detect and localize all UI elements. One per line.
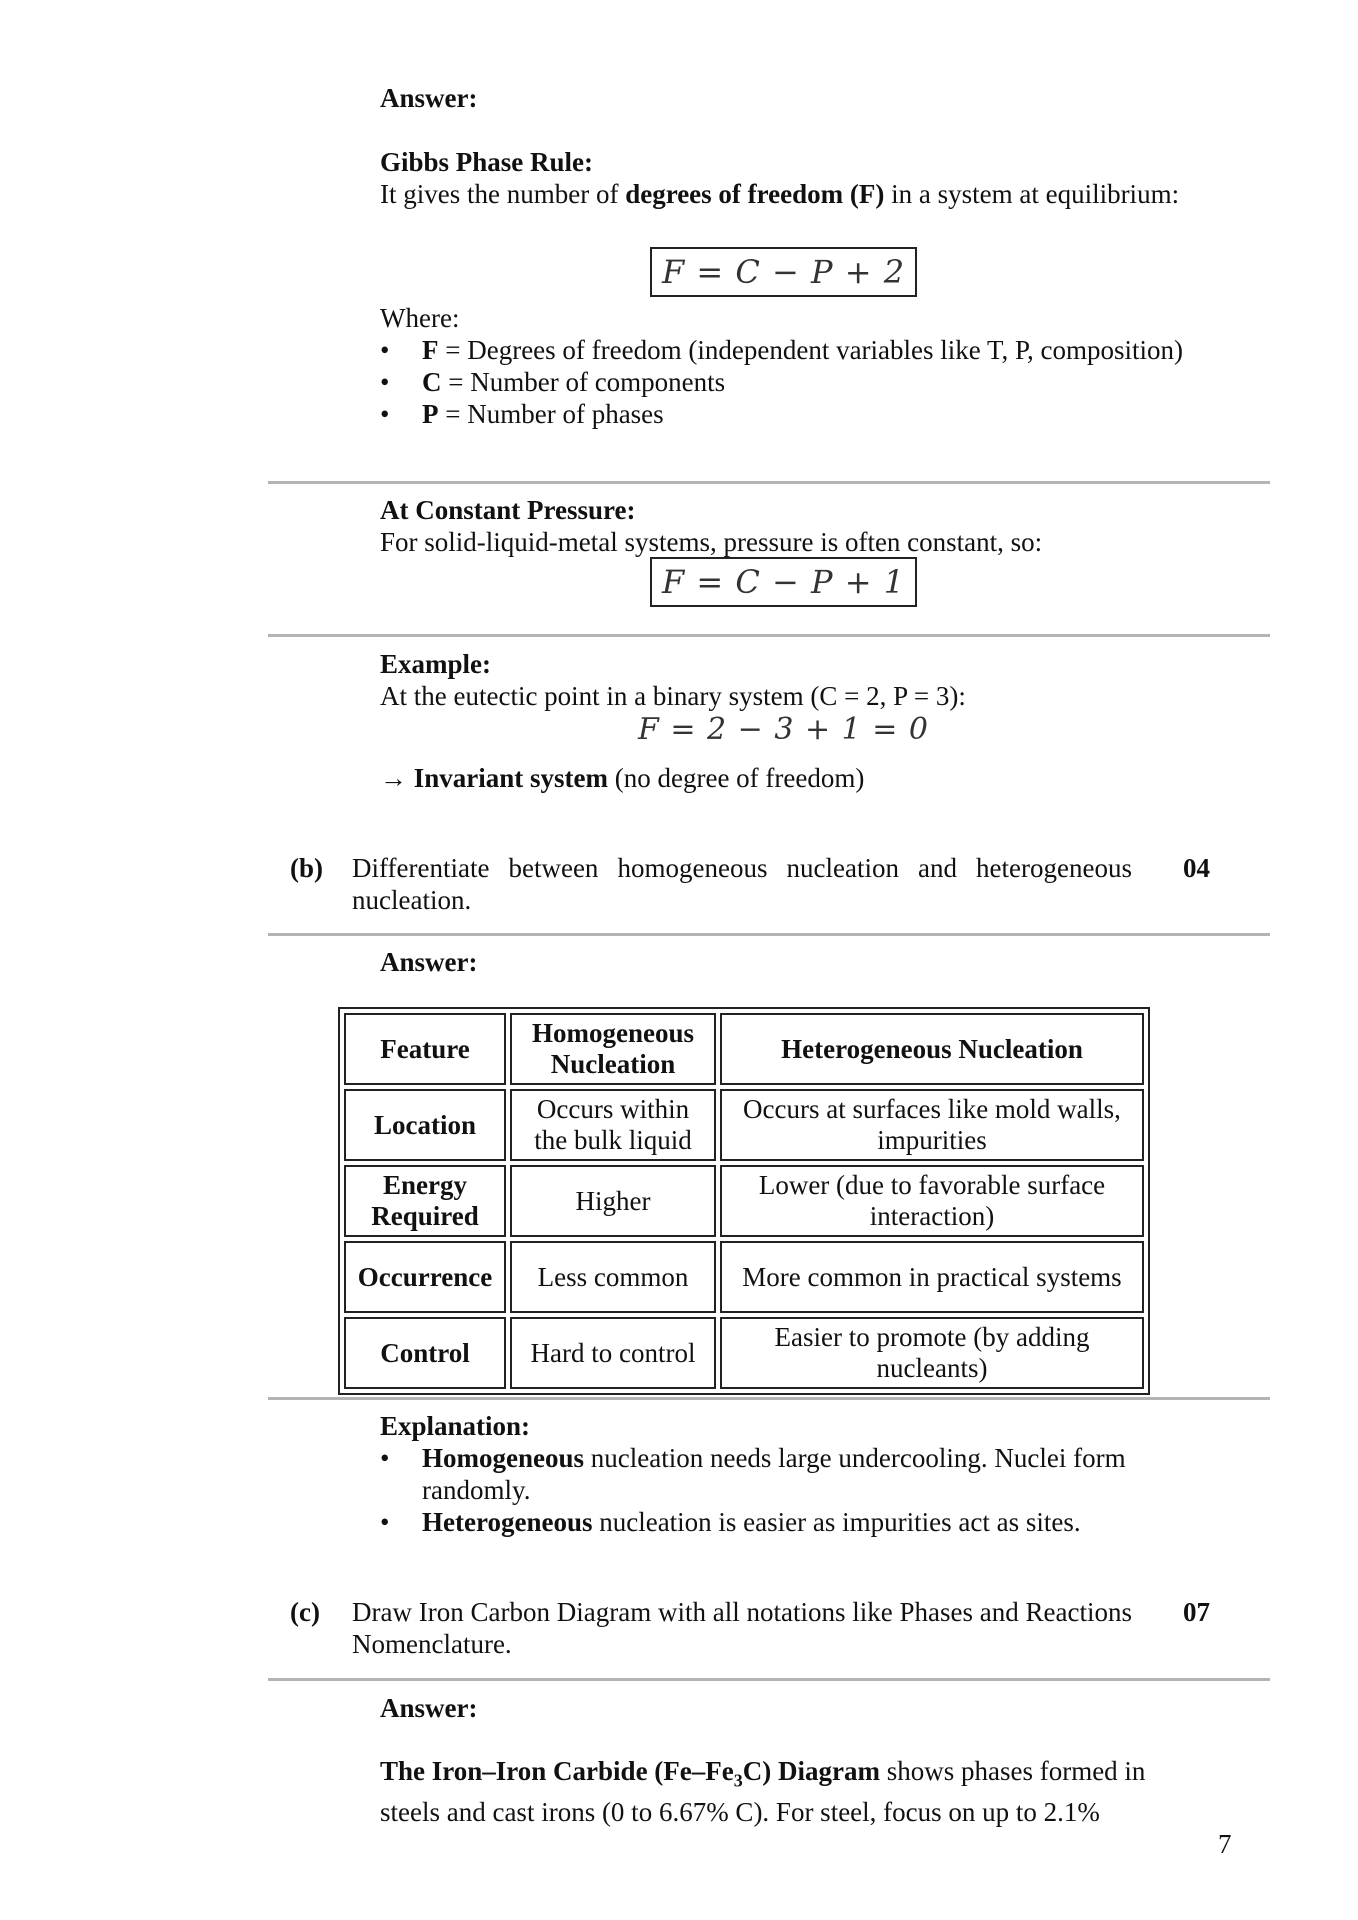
table-header-cell: Homogeneous Nucleation xyxy=(510,1013,716,1085)
question-b-marks: 04 xyxy=(1183,853,1210,883)
page-number: 7 xyxy=(1218,1829,1232,1859)
question-c-marks: 07 xyxy=(1183,1597,1210,1627)
constant-pressure-text: For solid-liquid-metal systems, pressure is often constant, so: xyxy=(380,527,1043,557)
where-label: Where: xyxy=(380,303,460,333)
divider xyxy=(268,481,1270,484)
constant-pressure-title: At Constant Pressure: xyxy=(380,495,636,525)
explanation-item: • Homogeneous nucleation needs large undercooling. Nuclei form randomly. xyxy=(380,1442,1200,1506)
where-section xyxy=(380,302,1200,430)
definition-list xyxy=(380,334,1200,430)
question-b-label: (b) xyxy=(290,853,323,883)
table-cell: Control xyxy=(344,1317,506,1389)
table-row xyxy=(344,1317,1144,1389)
question-c-text: Draw Iron Carbon Diagram with all notations like Phases and Reactions Nomenclature. xyxy=(352,1597,1132,1659)
table-cell: Lower (due to favorable surface interaction) xyxy=(720,1165,1144,1237)
table-cell: More common in practical systems xyxy=(720,1241,1144,1313)
example-title: Example: xyxy=(380,649,491,679)
table-row xyxy=(344,1165,1144,1237)
definition-item: • F = Degrees of freedom (independent variables like T, P, composition) xyxy=(380,334,1200,366)
constant-pressure-section xyxy=(380,494,1200,558)
explanation-section xyxy=(380,1410,1200,1538)
table-header-cell: Feature xyxy=(344,1013,506,1085)
example-result: → Invariant system (no degree of freedom) xyxy=(380,763,865,793)
table-cell: Higher xyxy=(510,1165,716,1237)
table-cell: Easier to promote (by adding nucleants) xyxy=(720,1317,1144,1389)
formula-constant-pressure: F = C − P + 1 xyxy=(650,557,917,607)
table-cell: Location xyxy=(344,1089,506,1161)
table-row xyxy=(344,1089,1144,1161)
answer-label-c: Answer: xyxy=(380,1693,478,1723)
definition-item: • P = Number of phases xyxy=(380,398,1200,430)
question-b-text: Differentiate between homogeneous nucleation and heterogeneous nucleation. xyxy=(352,853,1132,915)
answer-label-a: Answer: xyxy=(380,83,478,113)
formula-example: F = 2 − 3 + 1 = 0 xyxy=(638,712,929,747)
gibbs-section xyxy=(380,146,1200,210)
divider xyxy=(268,1678,1270,1681)
table-cell: Occurs at surfaces like mold walls, impurities xyxy=(720,1089,1144,1161)
table-header-cell: Heterogeneous Nucleation xyxy=(720,1013,1144,1085)
gibbs-title: Gibbs Phase Rule: xyxy=(380,147,594,177)
divider xyxy=(268,1397,1270,1400)
formula-phase-rule: F = C − P + 2 xyxy=(650,247,917,297)
divider xyxy=(268,634,1270,637)
definition-item: • C = Number of components xyxy=(380,366,1200,398)
table-row xyxy=(344,1241,1144,1313)
example-section xyxy=(380,648,1200,712)
table-cell: Energy Required xyxy=(344,1165,506,1237)
table-cell: Less common xyxy=(510,1241,716,1313)
iron-carbide-paragraph: The Iron–Iron Carbide $(Fe-Fe_3C)$ Diagram shows phases formed in steels and cast irons (0 to 6.67% C). For steel, focus on up to 2.1% xyxy=(380,1756,1146,1828)
gibbs-intro: It gives the number of degrees of freedom (F) in a system at equilibrium: xyxy=(380,179,1180,209)
example-text: At the eutectic point in a binary system (C = 2, P = 3): xyxy=(380,681,966,711)
table-cell: Occurrence xyxy=(344,1241,506,1313)
explanation-title: Explanation: xyxy=(380,1411,531,1441)
table-cell: Hard to control xyxy=(510,1317,716,1389)
question-c-label: (c) xyxy=(290,1597,320,1627)
nucleation-comparison-table xyxy=(338,1007,1150,1395)
table-cell: Occurs within the bulk liquid xyxy=(510,1089,716,1161)
divider xyxy=(268,933,1270,936)
explanation-item: • Heterogeneous nucleation is easier as impurities act as sites. xyxy=(380,1506,1200,1538)
table-header-row xyxy=(344,1013,1144,1085)
explanation-list xyxy=(380,1442,1200,1538)
answer-label-b: Answer: xyxy=(380,947,478,977)
